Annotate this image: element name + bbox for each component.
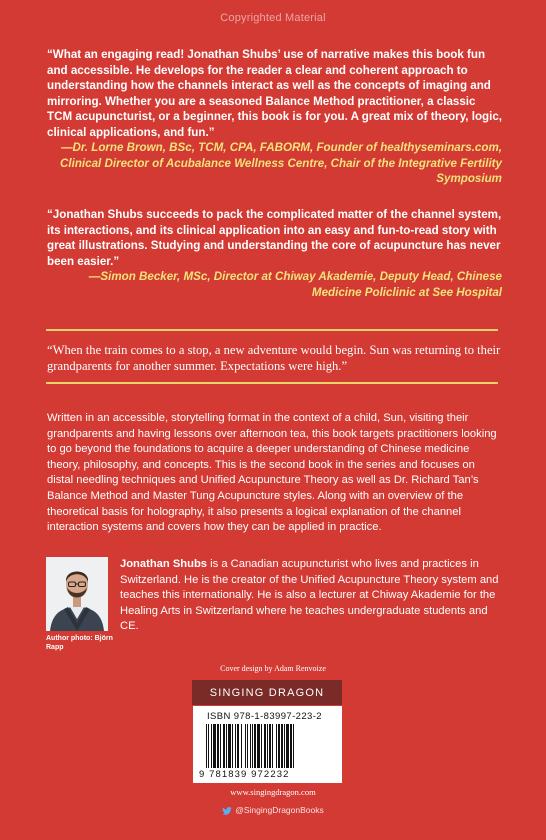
barcode-bar	[217, 724, 219, 768]
barcode-bar	[257, 724, 260, 768]
barcode-bar	[226, 724, 227, 768]
twitter-icon	[222, 807, 232, 815]
watermark-text: Copyrighted Material	[220, 12, 326, 24]
barcode-bar	[269, 724, 271, 768]
barcode-bar	[213, 724, 216, 768]
barcode-bar	[281, 724, 283, 768]
social-handle	[0, 805, 546, 815]
pull-quote: “When the train comes to a stop, a new adventure would begin. Sun was returning to their grandparents for another summer. Expectations were high.”	[47, 343, 501, 373]
author-portrait-image	[46, 557, 108, 631]
isbn-barcode	[193, 706, 342, 783]
publisher-website: www.singingdragon.com	[230, 787, 316, 797]
endorsement-quote-2	[47, 207, 502, 300]
author-photo	[46, 557, 108, 631]
publisher-name: SINGING DRAGON	[209, 686, 325, 699]
author-photo-credit: Author photo: Björn Rapp	[46, 635, 113, 651]
barcode-bar	[211, 724, 212, 768]
barcode-bar	[228, 724, 231, 768]
isbn-number: ISBN 978-1-83997-223-2	[207, 711, 322, 722]
barcode-bar	[250, 724, 251, 768]
barcode-bar	[245, 724, 246, 768]
author-bio	[120, 557, 505, 635]
endorsement-text: “What an engaging read! Jonathan Shubs’ use of narrative makes this book fun and accessible. He develops for the reader a clear and coherent approach to understanding how the channels interact as well as the concepts of imaging and mirroring. Whether you are a seasoned Balance Method practitioner, a classic TCM acupuncturist, or a beginner, this book is for you. A great mix of theory, logic, clinical applications, and fun.”	[47, 48, 502, 139]
barcode-bar	[293, 724, 294, 768]
barcode-bar	[206, 724, 207, 768]
barcode-bar	[223, 724, 225, 768]
cover-design-credit: Cover design by Adam Renvoize	[220, 664, 326, 673]
barcode-bar	[208, 724, 209, 768]
barcode-bar	[284, 724, 285, 768]
endorsement-attribution: —Dr. Lorne Brown, BSc, TCM, CPA, FABORM, Founder of healthyseminars.com, Clinical Director of Acubalance Wellness Centre, Chair of the Integrative Fertility Symposium	[60, 141, 502, 185]
barcode-bars	[206, 724, 330, 768]
barcode-bar	[272, 724, 273, 768]
publisher-logo	[192, 680, 342, 705]
barcode-bar	[261, 724, 262, 768]
barcode-bar	[286, 724, 289, 768]
barcode-bar	[290, 724, 292, 768]
endorsement-attribution: —Simon Becker, MSc, Director at Chiway Akademie, Deputy Head, Chinese Medicine Policlinic at See Hospital	[88, 270, 502, 299]
barcode-number: 9 781839 972232	[199, 769, 290, 780]
author-bio-text: is a Canadian acupuncturist who lives and practices in Switzerland. He is the creator of the Unified Acupuncture Theory system and teaches this internationally. He is also a lecturer at Chiway Akademie for the Healing Arts in Switzerland where he teaches undergraduate students and CE.	[120, 558, 499, 633]
book-description: Written in an accessible, storytelling format in the context of a child, Sun, visiting their grandparents and having lessons over afternoon tea, this book targets practitioners looking to go beyond the foundations to acquire a deeper understanding of Chinese medicine theory, philosophy, and concepts. This is the second book in the series and focuses on distal needling techniques and Unified Acupuncture Theory as well as Dr. Richard Tan’s Balance Method and Master Tung Acupuncture styles. Along with an overview of the theoretical basis for holography, it also presents a logical explanation of the channel interaction systems and covers how they can be applied in practice.	[47, 412, 497, 534]
barcode-bar	[247, 724, 248, 768]
barcode-bar	[220, 724, 221, 768]
barcode-bar	[235, 724, 236, 768]
divider-bottom	[46, 382, 498, 384]
barcode-bar	[278, 724, 280, 768]
barcode-bar	[252, 724, 253, 768]
divider-top	[46, 329, 498, 331]
barcode-bar	[237, 724, 239, 768]
barcode-bar	[254, 724, 256, 768]
endorsement-quote-1	[47, 47, 502, 187]
barcode-bar	[267, 724, 268, 768]
barcode-bar	[276, 724, 277, 768]
barcode-bar	[232, 724, 233, 768]
barcode-bar	[264, 724, 266, 768]
barcode-bar	[241, 724, 242, 768]
endorsement-text: “Jonathan Shubs succeeds to pack the complicated matter of the channel system, its interactions, and its clinical application into an easy and fun-to-read story with great illustrations. Studying and understanding the core of acupuncture has never been easier.”	[47, 208, 502, 268]
author-name: Jonathan Shubs	[120, 558, 208, 570]
social-handle-text: @SingingDragonBooks	[235, 805, 324, 815]
